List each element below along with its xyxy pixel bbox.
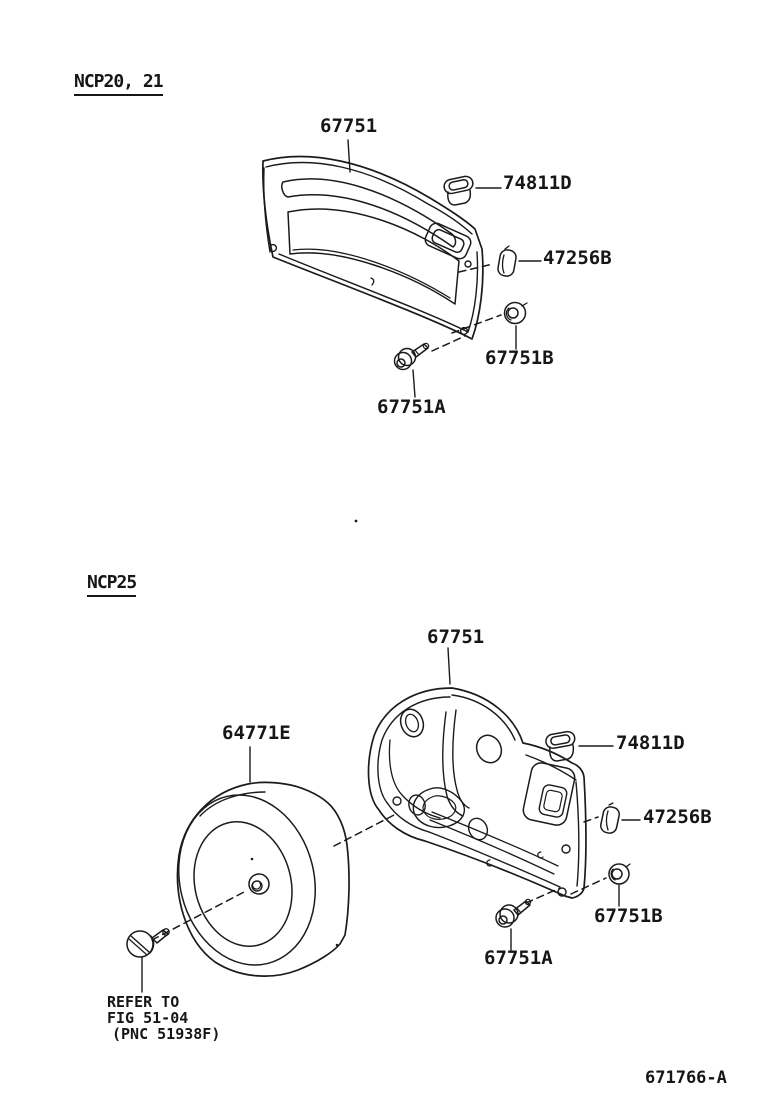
part-label-trim-board-ncp20: 67751 xyxy=(320,115,378,137)
ncp25-trim-board-drawing xyxy=(369,688,586,898)
model-label-ncp25: NCP25 xyxy=(87,574,136,597)
ncp25-grommet-67751b-drawing xyxy=(609,864,630,884)
model-label-ncp20-21: NCP20, 21 xyxy=(74,73,163,96)
part-label-clip-47256b-ncp25: 47256B xyxy=(643,806,712,828)
ncp20-assembly-dashed-lines xyxy=(432,264,501,351)
part-label-clip-47256b-ncp20: 47256B xyxy=(543,247,612,269)
part-label-clip-74811d-ncp25: 74811D xyxy=(616,732,685,754)
ncp20-clip-74811d-drawing xyxy=(443,175,474,205)
refer-note-line1: REFER TO xyxy=(107,993,180,1011)
refer-note-line3: (PNC 51938F) xyxy=(112,1025,221,1043)
part-label-trim-board-ncp25: 67751 xyxy=(427,626,485,648)
part-label-grommet-67751b-ncp20: 67751B xyxy=(485,347,554,369)
refer-note-line2: FIG 51-04 xyxy=(107,1009,189,1027)
part-label-grommet-67751b-ncp25: 67751B xyxy=(594,905,663,927)
ncp25-thumb-screw-drawing xyxy=(127,929,169,957)
part-label-wheel-cover-64771e-ncp25: 64771E xyxy=(222,722,291,744)
ncp25-wheel-cover-drawing xyxy=(161,780,349,979)
figure-code: 671766-A xyxy=(645,1068,727,1088)
part-label-clip-74811d-ncp20: 74811D xyxy=(503,172,572,194)
ncp25-clip-47256b-drawing xyxy=(599,803,620,834)
ncp20-grommet-67751b-drawing xyxy=(505,303,528,324)
ncp20-clip-47256b-drawing xyxy=(497,246,517,277)
part-label-screw-67751a-ncp25: 67751A xyxy=(484,947,553,969)
ncp20-screw-67751a-drawing xyxy=(395,343,429,369)
ncp25-screw-67751a-drawing xyxy=(496,899,531,927)
print-artifact-dot xyxy=(355,520,358,523)
part-label-screw-67751a-ncp20: 67751A xyxy=(377,396,446,418)
